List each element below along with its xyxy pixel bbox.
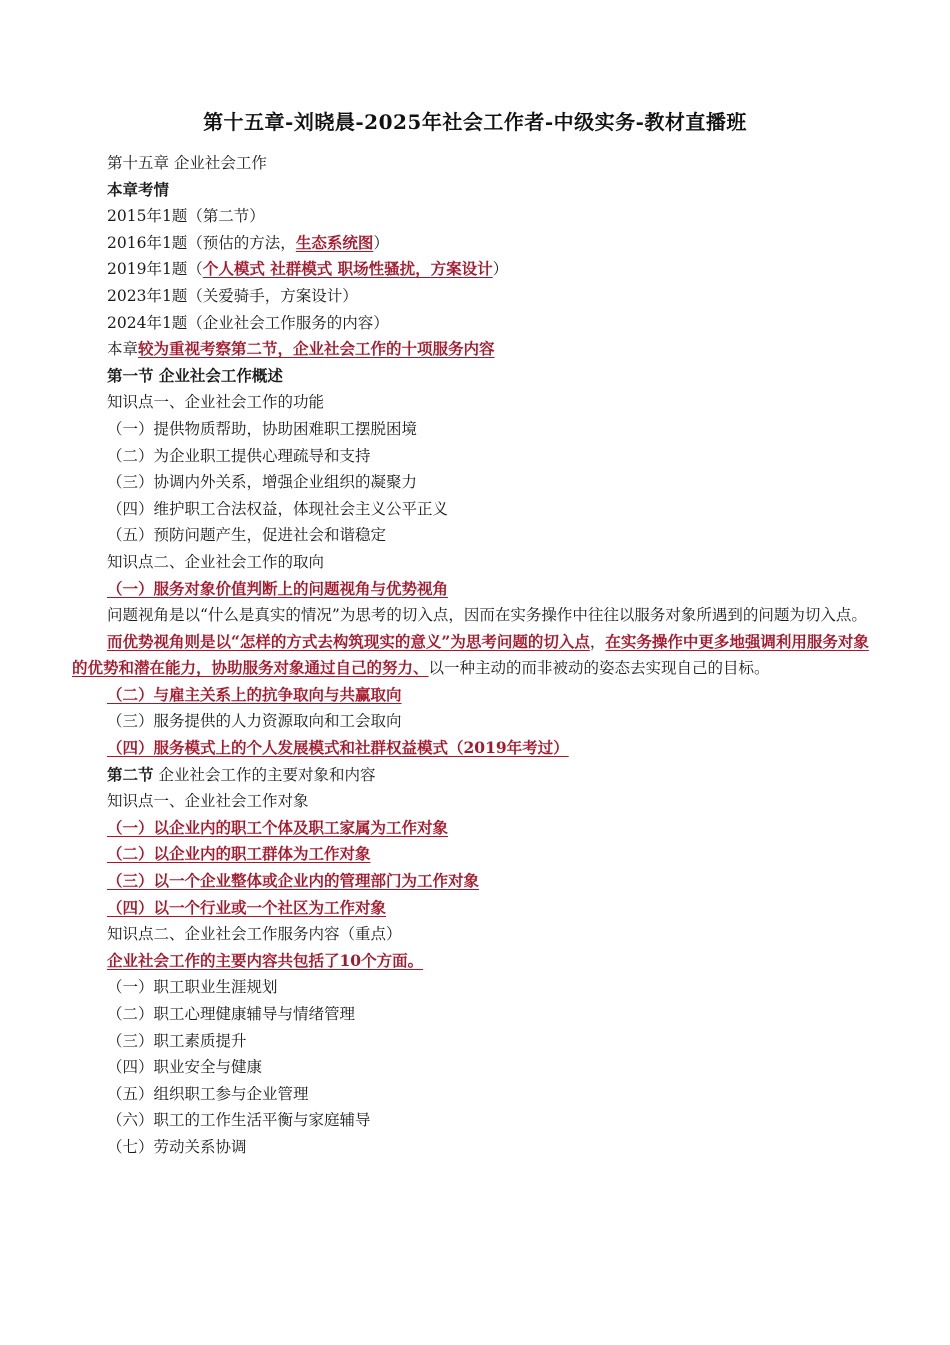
orientation-item-highlight: （四）服务模式上的个人发展模式和社群权益模式（2019年考过）	[107, 738, 569, 758]
exam-2019-highlight: 个人模式 社群模式 职场性骚扰，方案设计	[202, 259, 493, 279]
problem-perspective-text: 问题视角是以“什么是真实的情况”为思考的切入点，因而在实务操作中往往以服务对象所遇到的问题为切入点。	[107, 606, 867, 625]
section-2-label: 第二节	[107, 764, 154, 784]
exam-2019-text: 2019年1题（	[107, 260, 203, 279]
exam-2016	[107, 230, 872, 257]
target-item-highlight: （三）以一个企业整体或企业内的管理部门为工作对象	[107, 871, 480, 891]
exam-heading: 本章考情	[107, 179, 170, 199]
exam-2016-highlight: 生态系统图	[295, 232, 374, 252]
function-item: （一）提供物质帮助，协助困难职工摆脱困境	[107, 419, 418, 438]
problem-perspective-paragraph	[72, 602, 872, 629]
section-1-heading: 第一节 企业社会工作概述	[107, 365, 283, 385]
strength-perspective-highlight-1: 而优势视角则是以“怎样的方式去构筑现实的意义”为思考问题的切入点	[107, 631, 590, 651]
content-item: （四）职业安全与健康	[107, 1058, 263, 1077]
content-item: （二）职工心理健康辅导与情绪管理	[107, 1005, 356, 1023]
chapter-focus	[107, 336, 872, 363]
orientation-item: （三）服务提供的人力资源取向和工会取向	[107, 712, 402, 731]
exam-2023: 2023年1题（关爱骑手，方案设计）	[107, 286, 358, 305]
function-item: （三）协调内外关系，增强企业组织的凝聚力	[107, 473, 418, 492]
strength-perspective-comma: ，	[589, 632, 606, 651]
content-item: （七）劳动关系协调	[107, 1137, 247, 1156]
knowledge-point-2: 知识点二、企业社会工作的取向	[107, 552, 325, 571]
strength-perspective-highlight-2: 在实务操作中更多地强调利用服务对象的优势和潜在能力，协助服务对象通过自己的努力、	[72, 631, 869, 678]
exam-2016-close: ）	[373, 233, 389, 252]
chapter-heading: 第十五章 企业社会工作	[107, 154, 267, 172]
content-item: （六）职工的工作生活平衡与家庭辅导	[107, 1111, 371, 1130]
orientation-item-highlight: （二）与雇主关系上的抗争取向与共赢取向	[107, 684, 402, 704]
exam-2015: 2015年1题（第二节）	[107, 207, 265, 226]
orientation-item-highlight: （一）服务对象价值判断上的问题视角与优势视角	[107, 578, 449, 598]
content-item: （五）组织职工参与企业管理	[107, 1084, 309, 1103]
function-item: （五）预防问题产生，促进社会和谐稳定	[107, 526, 387, 545]
content-intro-highlight: 企业社会工作的主要内容共包括了10个方面。	[107, 950, 424, 970]
function-item: （四）维护职工合法权益，体现社会主义公平正义	[107, 499, 449, 518]
document-title: 第十五章-刘晓晨-2025年社会工作者-中级实务-教材直播班	[203, 110, 747, 134]
content-item: （一）职工职业生涯规划	[107, 978, 278, 997]
chapter-focus-highlight: 较为重视考察第二节，企业社会工作的十项服务内容	[138, 339, 495, 359]
section-2-rest: 企业社会工作的主要对象和内容	[153, 765, 376, 784]
exam-2019-close: ）	[492, 260, 509, 279]
function-item: （二）为企业职工提供心理疏导和支持	[107, 446, 371, 465]
document-body	[72, 150, 872, 1161]
target-item-highlight: （一）以企业内的职工个体及职工家属为工作对象	[107, 817, 449, 837]
exam-2016-text: 2016年1题（预估的方法，	[107, 233, 296, 252]
content-item: （三）职工素质提升	[107, 1031, 247, 1050]
strength-perspective-tail: 以一种主动的而非被动的姿态去实现自己的目标。	[428, 659, 770, 678]
knowledge-point-3: 知识点一、企业社会工作对象	[107, 792, 309, 811]
knowledge-point-4: 知识点二、企业社会工作服务内容（重点）	[107, 925, 402, 944]
exam-2019	[107, 256, 872, 283]
section-2-heading	[107, 762, 872, 789]
exam-2024: 2024年1题（企业社会工作服务的内容）	[107, 313, 389, 332]
knowledge-point-1: 知识点一、企业社会工作的功能	[107, 393, 325, 412]
strength-perspective-paragraph	[72, 629, 872, 682]
target-item-highlight: （二）以企业内的职工群体为工作对象	[107, 844, 371, 864]
target-item-highlight: （四）以一个行业或一个社区为工作对象	[107, 897, 387, 917]
chapter-focus-text: 本章	[107, 340, 139, 359]
